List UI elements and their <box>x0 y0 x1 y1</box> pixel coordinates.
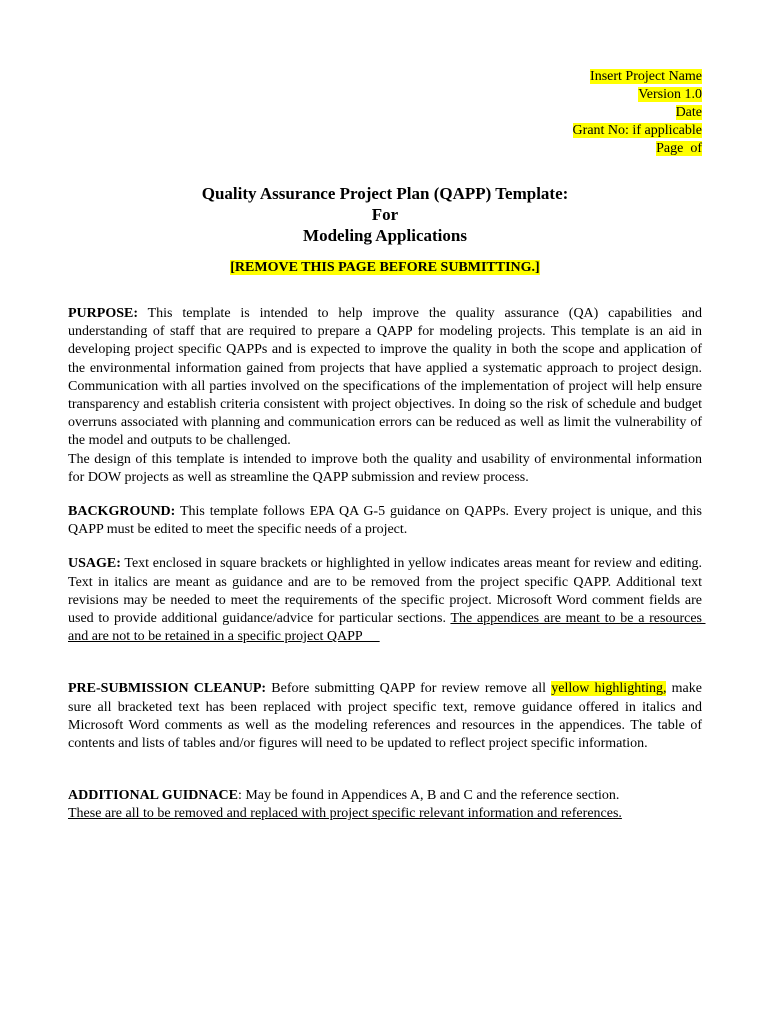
document-title <box>68 183 702 246</box>
header-version: Version 1.0 <box>638 87 702 102</box>
pre-submission-section <box>68 680 702 753</box>
purpose-label: PURPOSE: <box>68 306 138 321</box>
usage-underlined-text: The appendices are meant to be a resources and are not to be retained in a specific project QAPP <box>68 611 706 645</box>
document-page <box>68 68 706 824</box>
header-date: Date <box>675 105 702 120</box>
background-section <box>68 503 702 539</box>
usage-label: USAGE: <box>68 556 121 572</box>
header-page-line <box>68 140 702 158</box>
additional-underlined-text: These are all to be removed and replaced with project specific relevant information and references. <box>68 806 622 822</box>
purpose-section <box>68 305 702 451</box>
header-project-name: Insert Project Name <box>590 69 702 84</box>
background-label: BACKGROUND: <box>68 504 176 520</box>
purpose-text: This template is intended to help improve the quality assurance (QA) capabilities and understanding of staff that are required to prepare a QAPP for modeling projects. This template is an aid in developing project specific QAPPs and is expected to improve the quality in both the scope and application of the environmental information gained from projects that have applied a systematic approach to project design. Communication with all parties involved on the specifications of the implementation of project will help ensure transparency and establish criteria consistent with project objectives. In doing so the risk of schedule and budget overruns associated with planning and communication errors can be reduced as well as limit the vulnerability of the model and outputs to be challenged. <box>68 306 702 449</box>
pre-submission-text-after: make sure all bracketed text has been replaced with project specific text, remove guidance offered in italics and Microsoft Word comments as well as the modeling references and resources in the appendices. The table of contents and lists of tables and/or figures will need to be updated to reflect project specific information. <box>68 681 702 752</box>
additional-section <box>68 787 702 823</box>
background-text: This template follows EPA QA G-5 guidance on QAPPs. Every project is unique, and this QAPP must be edited to meet the specific needs of a project. <box>68 504 702 538</box>
pre-submission-highlighted: yellow highlighting, <box>551 681 667 697</box>
usage-text: Text enclosed in square brackets or highlighted in yellow indicates areas meant for review and editing. Text in italics are meant as guidance and are to be removed from the project specific QAPP. Additional text revisions may be needed to meet the requirements of the specific project. Microsoft Word comment fields are used to provide additional guidance/advice for particular sections. <box>68 556 702 627</box>
remove-page-note-line <box>68 259 702 277</box>
header-version-line <box>68 86 702 104</box>
header-grant-line <box>68 122 702 140</box>
title-line-1: Quality Assurance Project Plan (QAPP) Template: <box>201 184 569 203</box>
header-project-name-line <box>68 68 702 86</box>
additional-text: : May be found in Appendices A, B and C and the reference section. <box>237 788 620 804</box>
purpose-text-2: The design of this template is intended to improve both the quality and usability of environmental information for DOW projects as well as streamline the QAPP submission and review process. <box>68 451 702 485</box>
pre-submission-text-before: Before submitting QAPP for review remove all <box>266 681 552 697</box>
header-date-line <box>68 104 702 122</box>
header-page: Page of <box>656 141 702 156</box>
pre-submission-label: PRE-SUBMISSION CLEANUP: <box>68 681 267 697</box>
title-line-3: Modeling Applications <box>303 226 467 245</box>
title-line-2: For <box>371 205 399 224</box>
header-grant: Grant No: if applicable <box>572 123 702 138</box>
document-header <box>68 68 702 158</box>
usage-section <box>68 555 706 646</box>
additional-label: ADDITIONAL GUIDNACE <box>68 788 238 804</box>
remove-page-note: [REMOVE THIS PAGE BEFORE SUBMITTING.] <box>230 260 540 275</box>
